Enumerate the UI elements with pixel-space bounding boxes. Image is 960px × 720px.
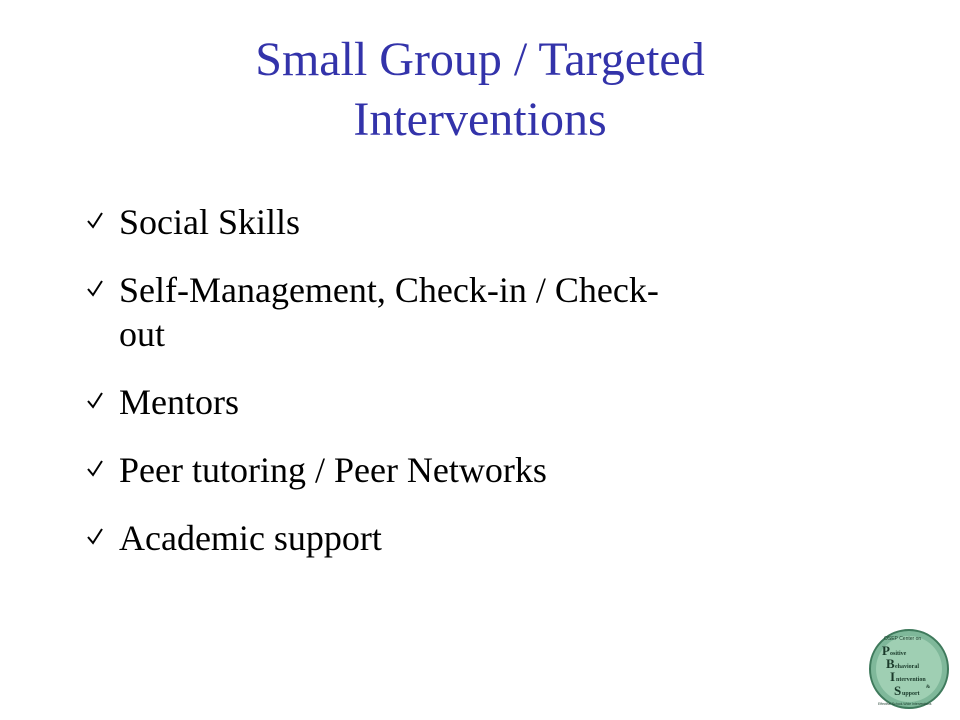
pbis-logo	[868, 628, 950, 710]
bullet-text: Peer tutoring / Peer Networks	[119, 450, 547, 490]
bullet-text: Self-Management, Check-in / Check-	[119, 270, 659, 310]
logo-letter-p: P	[882, 643, 890, 658]
check-icon	[86, 278, 104, 298]
check-icon	[86, 210, 104, 230]
logo-top-text: OSEP Center on	[884, 636, 922, 642]
slide-title	[120, 30, 840, 150]
logo-letter-i: I	[890, 669, 896, 684]
check-icon	[86, 390, 104, 410]
slide-title-line-1: Small Group / Targeted	[255, 33, 705, 86]
logo-letter-b: B	[886, 656, 895, 671]
logo-ampersand: &	[926, 685, 931, 690]
bullet-text: Mentors	[119, 382, 239, 422]
logo-word-support: upport	[902, 691, 920, 697]
check-icon	[86, 458, 104, 478]
logo-word-behavioral: ehavioral	[895, 664, 919, 670]
logo-bottom-text: Effective School-Wide Interventions	[878, 702, 932, 706]
bullet-text-continued: out	[119, 314, 166, 354]
bullet-text: Social Skills	[119, 202, 301, 242]
bullet-item-social-skills	[86, 200, 846, 244]
bullet-list	[86, 200, 846, 584]
logo-word-positive: ositive	[890, 651, 907, 657]
bullet-item-academic-support	[86, 516, 846, 560]
bullet-item-self-management	[86, 268, 846, 356]
check-icon	[86, 526, 104, 546]
bullet-item-mentors	[86, 380, 846, 424]
bullet-item-peer-tutoring	[86, 448, 846, 492]
logo-letter-s: S	[894, 683, 902, 698]
logo-word-intervention: ntervention	[896, 677, 926, 683]
slide-title-line-2: Interventions	[353, 93, 607, 146]
bullet-text: Academic support	[119, 518, 382, 558]
